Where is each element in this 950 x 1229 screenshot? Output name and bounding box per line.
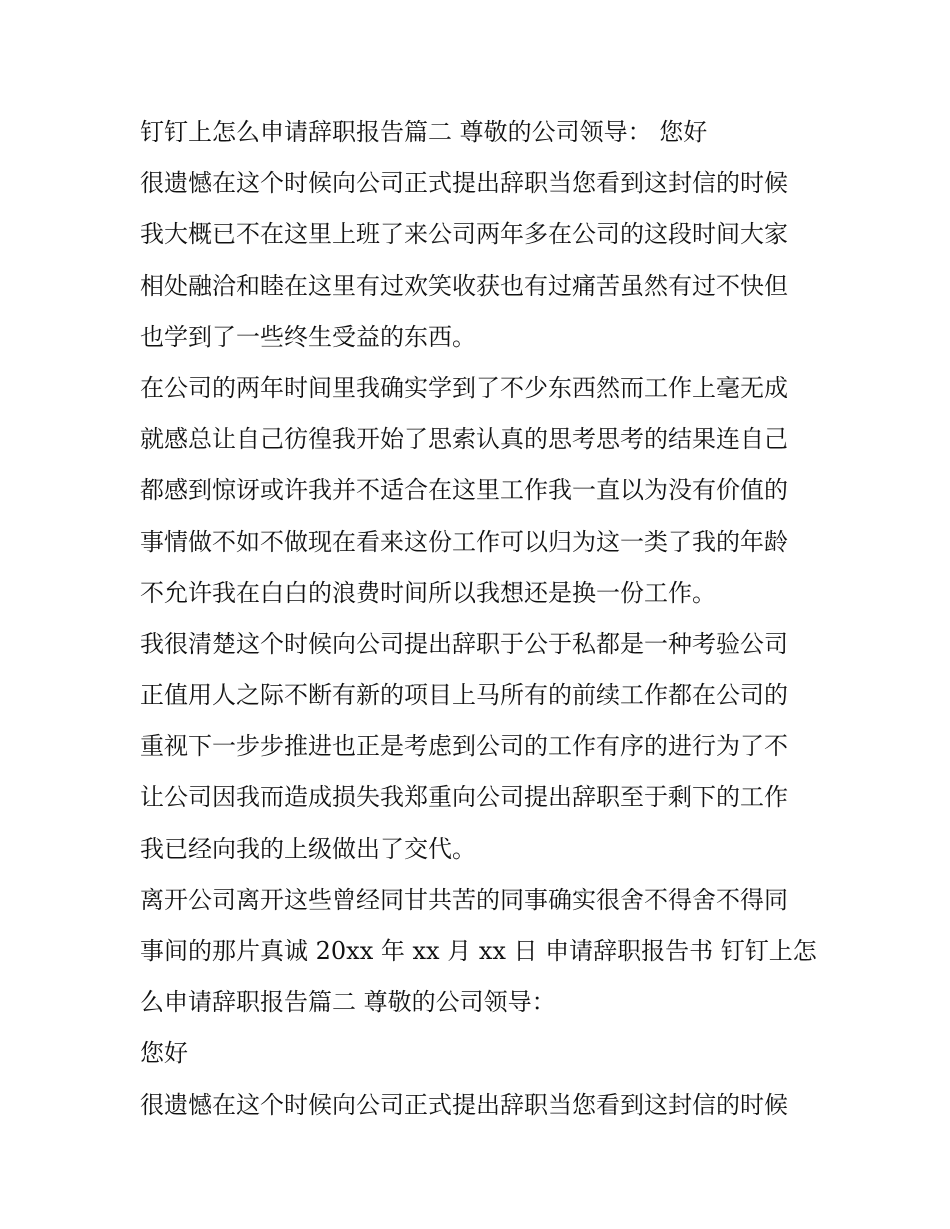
text-line: 都感到惊讶或许我并不适合在这里工作我一直以为没有价值的 xyxy=(140,476,788,505)
text-line: 您好 xyxy=(140,1039,188,1068)
text-line: 我很清楚这个时候向公司提出辞职于公于私都是一种考验公司 xyxy=(140,629,788,658)
text-line: 事间的那片真诚 20xx 年 xx 月 xx 日 申请辞职报告书 钉钉上怎 xyxy=(140,937,817,965)
text-line: 在公司的两年时间里我确实学到了不少东西然而工作上毫无成 xyxy=(140,373,788,402)
text-line: 正值用人之际不断有新的项目上马所有的前续工作都在公司的 xyxy=(140,681,788,710)
text-line: 相处融洽和睦在这里有过欢笑收获也有过痛苦虽然有过不快但 xyxy=(140,271,788,300)
text-line: 不允许我在白白的浪费时间所以我想还是换一份工作。 xyxy=(140,578,716,607)
text-line: 我已经向我的上级做出了交代。 xyxy=(140,834,476,863)
text-line: 离开公司离开这些曾经同甘共苦的同事确实很舍不得舍不得同 xyxy=(140,885,788,914)
text-line: 也学到了一些终生受益的东西。 xyxy=(140,322,476,351)
text-line: 么申请辞职报告篇二 尊敬的公司领导： xyxy=(140,988,556,1017)
text-line: 很遗憾在这个时候向公司正式提出辞职当您看到这封信的时候 xyxy=(140,169,788,198)
text-line: 钉钉上怎么申请辞职报告篇二 尊敬的公司领导： 您好 xyxy=(140,118,708,146)
text-line: 事情做不如不做现在看来这份工作可以归为这一类了我的年龄 xyxy=(140,527,788,556)
text-line: 我大概已不在这里上班了来公司两年多在公司的这段时间大家 xyxy=(140,220,788,249)
document-body xyxy=(140,107,820,1131)
text-line: 很遗憾在这个时候向公司正式提出辞职当您看到这封信的时候 xyxy=(140,1090,788,1119)
text-line: 就感总让自己彷徨我开始了思索认真的思考思考的结果连自己 xyxy=(140,425,788,454)
text-line: 重视下一步步推进也正是考虑到公司的工作有序的进行为了不 xyxy=(140,732,788,761)
text-line: 让公司因我而造成损失我郑重向公司提出辞职至于剩下的工作 xyxy=(140,783,788,812)
